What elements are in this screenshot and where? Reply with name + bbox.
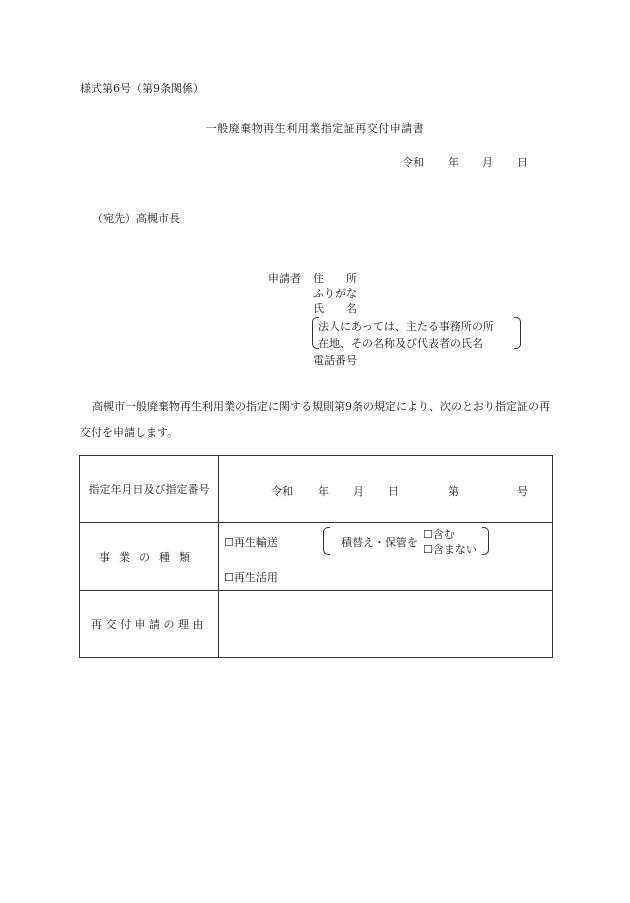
reason-field[interactable] xyxy=(219,591,553,658)
applicant-label: 申請者 xyxy=(268,272,301,285)
row1-value-cell[interactable] xyxy=(219,456,553,523)
date-era: 令和 xyxy=(402,156,424,169)
transfer-bracket-left xyxy=(323,527,330,555)
phone-field[interactable]: 電話番号 xyxy=(313,354,357,367)
row2-label: 事業の種類 xyxy=(99,550,199,564)
row3-label-cell xyxy=(80,591,219,658)
row1-month: 月 xyxy=(353,485,364,498)
exclude-checkbox[interactable]: ☐含まない xyxy=(423,543,477,556)
date-month-field[interactable]: 月 xyxy=(482,156,493,169)
address-field[interactable]: 住 所 xyxy=(313,272,357,285)
date-day-field[interactable]: 日 xyxy=(517,156,528,169)
transfer-bracket-right xyxy=(482,527,489,555)
furigana-field[interactable]: ふりがな xyxy=(313,287,357,300)
table-row xyxy=(80,523,553,591)
row1-label: 指定年月日及び指定番号 xyxy=(88,483,210,496)
row1-era: 令和 xyxy=(271,485,293,498)
document-title: 一般廃棄物再生利用業指定証再交付申請書 xyxy=(205,122,425,135)
row1-year: 年 xyxy=(318,485,329,498)
table-row xyxy=(80,456,553,523)
option-reuse-checkbox[interactable]: ☐再生活用 xyxy=(224,571,278,584)
corp-note-line1: 法人にあっては、主たる事務所の所 xyxy=(318,320,494,333)
row3-label: 再交付申請の理由 xyxy=(91,618,207,631)
include-checkbox[interactable]: ☐含む xyxy=(423,528,455,541)
form-number: 様式第6号（第9条関係） xyxy=(80,82,204,95)
option-transport-checkbox[interactable]: ☐再生輸送 xyxy=(224,536,278,549)
row2-label-cell xyxy=(80,523,219,591)
row1-dai: 第 xyxy=(448,485,459,498)
corp-note-bracket-right xyxy=(514,317,521,349)
row1-day: 日 xyxy=(388,485,399,498)
corp-note-line2: 在地、その名称及び代表者の氏名 xyxy=(318,337,483,350)
row1-go: 号 xyxy=(517,485,528,498)
addressee: （宛先）高槻市長 xyxy=(92,212,180,225)
table-row xyxy=(80,591,553,658)
name-field[interactable]: 氏 名 xyxy=(313,302,357,315)
application-table xyxy=(79,455,553,658)
body-text: 高槻市一般廃棄物再生利用業の指定に関する規則第9条の規定により、次のとおり指定証の再交付を申請します。 xyxy=(80,400,550,439)
corp-note xyxy=(318,318,518,352)
date-year-field[interactable]: 年 xyxy=(448,156,459,169)
transfer-storage-label: 積替え・保管を xyxy=(341,536,418,549)
row2-value-cell xyxy=(219,523,553,591)
row1-label-cell xyxy=(80,456,219,523)
